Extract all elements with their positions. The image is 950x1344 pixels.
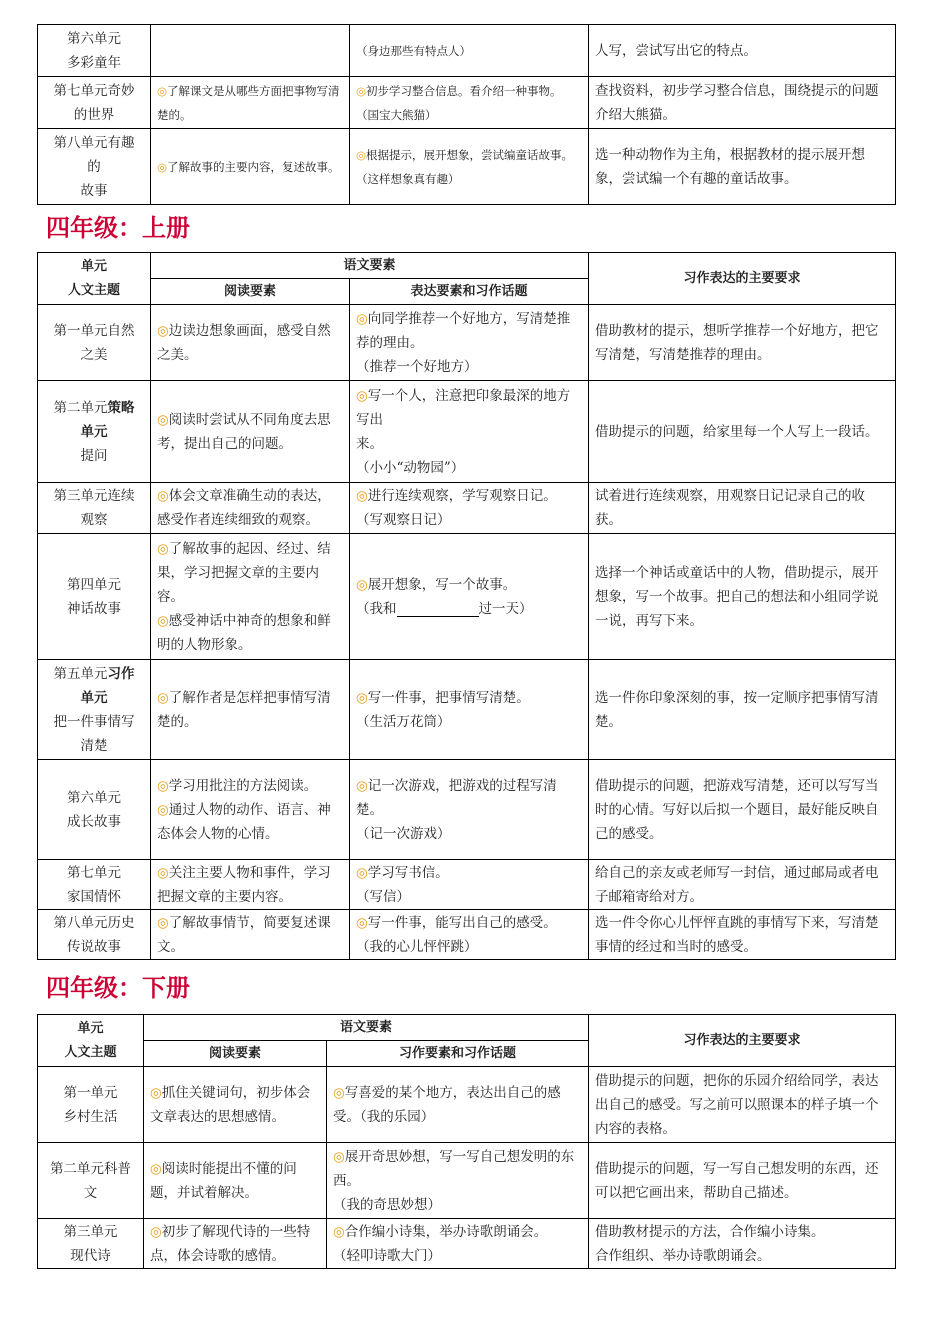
bullet-marker-icon: ◎	[157, 801, 169, 818]
writing-cell: ◎写一件事，把事情写清楚。 （生活万花筒）	[350, 660, 589, 760]
bullet-marker-icon: ◎	[157, 689, 169, 706]
header-row	[38, 253, 896, 279]
table-row	[38, 483, 896, 534]
requirement-cell: 人写，尝试写出它的特点。	[589, 25, 896, 77]
unit-cell: 第七单元 家国情怀	[38, 860, 151, 910]
writing-cell: ◎学习写书信。 （写信）	[350, 860, 589, 910]
reading-cell: ◎阅读时能提出不懂的问题，并试着解决。	[144, 1143, 327, 1219]
unit-cell: 第三单元 现代诗	[38, 1219, 144, 1269]
requirement-cell: 借助提示的问题，把你的乐园介绍给同学，表达出自己的感受。写之前可以照课本的样子填一个内容的表格。	[589, 1067, 896, 1143]
top-table	[37, 24, 896, 205]
table-row	[38, 760, 896, 860]
table-row	[38, 860, 896, 910]
table-row	[38, 129, 896, 205]
reading-cell: ◎了解故事情节，简要复述课文。	[151, 910, 350, 960]
requirement-cell: 借助教材的提示，想听学推荐一个好地方，把它写清楚，写清楚推荐的理由。	[589, 305, 896, 381]
writing-cell: ◎写喜爱的某个地方，表达出自己的感受。（我的乐园）	[327, 1067, 589, 1143]
language-elements-header: 语文要素	[151, 253, 589, 279]
bullet-marker-icon: ◎	[356, 576, 368, 593]
reading-cell: ◎学习用批注的方法阅读。 ◎通过人物的动作、语言、神态体会人物的心情。	[151, 760, 350, 860]
reading-cell: ◎体会文章准确生动的表达，感受作者连续细致的观察。	[151, 483, 350, 534]
unit-header: 单元 人文主题	[38, 253, 151, 305]
bullet-marker-icon: ◎	[157, 488, 169, 504]
language-elements-header: 语文要素	[144, 1015, 589, 1041]
writing-header: 表达要素和习作话题	[350, 279, 589, 305]
unit-cell: 第六单元 成长故事	[38, 760, 151, 860]
bullet-marker-icon: ◎	[150, 1084, 162, 1101]
bullet-marker-icon: ◎	[157, 411, 169, 428]
requirement-header: 习作表达的主要要求	[589, 1015, 896, 1067]
requirement-header: 习作表达的主要要求	[589, 253, 896, 305]
bullet-marker-icon: ◎	[157, 914, 169, 931]
table-row	[38, 534, 896, 660]
requirement-cell: 选一种动物作为主角，根据教材的提示展开想象，尝试编一个有趣的童话故事。	[589, 129, 896, 205]
unit-cell: 第七单元奇妙 的世界	[38, 77, 151, 129]
table-row	[38, 910, 896, 960]
requirement-cell: 选一件令你心儿怦怦直跳的事情写下来，写清楚事情的经过和当时的感受。	[589, 910, 896, 960]
requirement-cell: 查找资料，初步学习整合信息，围绕提示的问题介绍大熊猫。	[589, 77, 896, 129]
table-row	[38, 660, 896, 760]
requirement-cell: 借助提示的问题，写一写自己想发明的东西，还可以把它画出来，帮助自己描述。	[589, 1143, 896, 1219]
bullet-marker-icon: ◎	[356, 488, 368, 504]
blank-underline	[397, 602, 479, 617]
writing-cell: ◎向同学推荐一个好地方，写清楚推荐的理由。 （推荐一个好地方）	[350, 305, 589, 381]
bullet-marker-icon: ◎	[356, 864, 368, 881]
reading-cell: ◎初步了解现代诗的一些特点，体会诗歌的感情。	[144, 1219, 327, 1269]
requirement-cell: 借助教材提示的方法，合作编小诗集。 合作组织、举办诗歌朗诵会。	[589, 1219, 896, 1269]
table-row	[38, 1219, 896, 1269]
bullet-marker-icon: ◎	[333, 1084, 345, 1101]
reading-cell: ◎了解课文是从哪些方面把事物写清楚的。	[151, 77, 350, 129]
table-row	[38, 1143, 896, 1219]
unit-cell: 第八单元历史 传说故事	[38, 910, 151, 960]
grade4-vol2-table	[37, 1014, 896, 1269]
section-title-grade4-vol2: 四年级：下册	[46, 974, 190, 1002]
writing-cell: ◎写一个人，注意把印象最深的地方写出 来。 （小小“动物园”）	[350, 381, 589, 483]
bullet-marker-icon: ◎	[356, 147, 367, 162]
unit-cell: 第二单元科普 文	[38, 1143, 144, 1219]
reading-cell: ◎边读边想象画面，感受自然之美。	[151, 305, 350, 381]
bullet-marker-icon: ◎	[157, 864, 169, 881]
writing-cell: ◎合作编小诗集，举办诗歌朗诵会。 （轻叩诗歌大门）	[327, 1219, 589, 1269]
writing-cell: ◎展开想象，写一个故事。 （我和 过一天）	[350, 534, 589, 660]
requirement-cell: 选一件你印象深刻的事，按一定顺序把事情写清楚。	[589, 660, 896, 760]
bullet-marker-icon: ◎	[157, 540, 169, 557]
grade4-vol1-table	[37, 252, 896, 960]
table-row	[38, 381, 896, 483]
reading-cell: ◎阅读时尝试从不同角度去思考，提出自己的问题。	[151, 381, 350, 483]
unit-cell: 第四单元 神话故事	[38, 534, 151, 660]
requirement-cell: 给自己的亲友或老师写一封信，通过邮局或者电子邮箱寄给对方。	[589, 860, 896, 910]
bullet-marker-icon: ◎	[356, 387, 368, 404]
bullet-marker-icon: ◎	[157, 83, 168, 98]
writing-cell: ◎记一次游戏，把游戏的过程写清楚。 （记一次游戏）	[350, 760, 589, 860]
bullet-marker-icon: ◎	[356, 777, 368, 794]
requirement-cell: 选择一个神话或童话中的人物，借助提示，展开想象，写一个故事。把自己的想法和小组同学说一说，再写下来。	[589, 534, 896, 660]
table-row	[38, 77, 896, 129]
reading-header: 阅读要素	[151, 279, 350, 305]
writing-header: 习作要素和习作话题	[327, 1041, 589, 1067]
reading-cell: ◎了解故事的起因、经过、结果，学习把握文章的主要内容。 ◎感受神话中神奇的想象和鲜明的人物形象。	[151, 534, 350, 660]
requirement-cell: 借助提示的问题，给家里每一个人写上一段话。	[589, 381, 896, 483]
bullet-marker-icon: ◎	[356, 310, 368, 327]
bullet-marker-icon: ◎	[356, 689, 368, 706]
bullet-marker-icon: ◎	[356, 83, 367, 98]
writing-cell: ◎初步学习整合信息。看介绍一种事物。 （国宝大熊猫）	[350, 77, 589, 129]
unit-cell: 第六单元 多彩童年	[38, 25, 151, 77]
writing-cell: （身边那些有特点人）	[350, 25, 589, 77]
reading-cell: ◎关注主要人物和事件，学习把握文章的主要内容。	[151, 860, 350, 910]
unit-header: 单元 人文主题	[38, 1015, 144, 1067]
unit-cell: 第一单元自然 之美	[38, 305, 151, 381]
bullet-marker-icon: ◎	[157, 322, 169, 339]
table-row	[38, 1067, 896, 1143]
unit-cell: 第五单元习作 单元 把一件事情写 清楚	[38, 660, 151, 760]
bullet-marker-icon: ◎	[356, 914, 368, 931]
reading-cell: ◎了解作者是怎样把事情写清楚的。	[151, 660, 350, 760]
writing-cell: ◎展开奇思妙想，写一写自己想发明的东西。 （我的奇思妙想）	[327, 1143, 589, 1219]
unit-cell: 第一单元 乡村生活	[38, 1067, 144, 1143]
bullet-marker-icon: ◎	[150, 1160, 162, 1177]
unit-cell: 第三单元连续 观察	[38, 483, 151, 534]
bullet-marker-icon: ◎	[157, 777, 169, 794]
requirement-cell: 借助提示的问题，把游戏写清楚，还可以写写当时的心情。写好以后拟一个题目，最好能反映自己的感受。	[589, 760, 896, 860]
writing-cell: ◎根据提示，展开想象，尝试编童话故事。 （这样想象真有趣）	[350, 129, 589, 205]
table-row	[38, 25, 896, 77]
bullet-marker-icon: ◎	[157, 612, 169, 629]
writing-cell: ◎写一件事，能写出自己的感受。 （我的心儿怦怦跳）	[350, 910, 589, 960]
requirement-cell: 试着进行连续观察，用观察日记记录自己的收获。	[589, 483, 896, 534]
writing-cell: ◎进行连续观察，学写观察日记。 （写观察日记）	[350, 483, 589, 534]
unit-cell: 第二单元策略 单元 提问	[38, 381, 151, 483]
header-row	[38, 1015, 896, 1041]
reading-header: 阅读要素	[144, 1041, 327, 1067]
reading-cell	[151, 25, 350, 77]
reading-cell: ◎了解故事的主要内容，复述故事。	[151, 129, 350, 205]
bullet-marker-icon: ◎	[150, 1223, 162, 1240]
bullet-marker-icon: ◎	[333, 1148, 345, 1165]
bullet-marker-icon: ◎	[157, 159, 168, 174]
table-row	[38, 305, 896, 381]
bullet-marker-icon: ◎	[333, 1223, 345, 1240]
reading-cell: ◎抓住关键词句，初步体会文章表达的思想感情。	[144, 1067, 327, 1143]
unit-cell: 第八单元有趣 的 故事	[38, 129, 151, 205]
section-title-grade4-vol1: 四年级：上册	[46, 214, 190, 242]
